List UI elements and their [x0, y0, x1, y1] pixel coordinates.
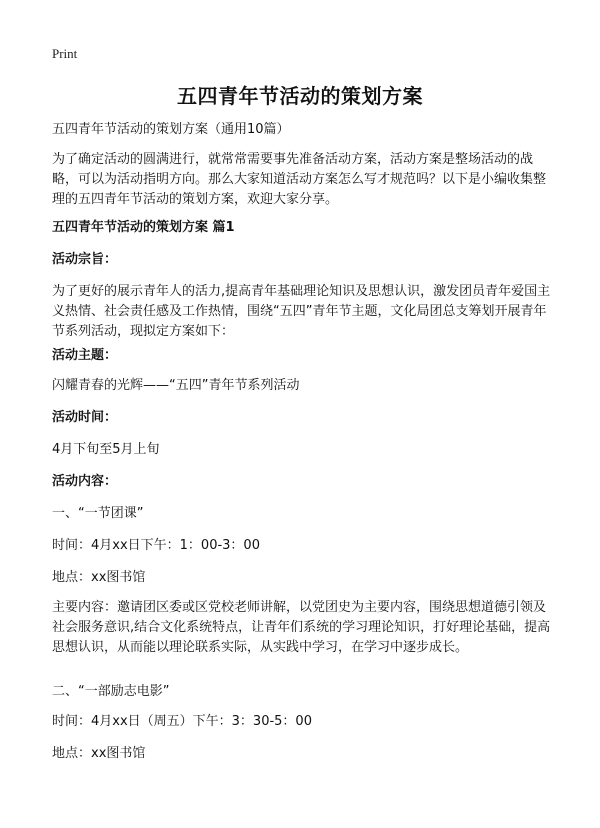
- theme-text: 闪耀青春的光辉——“五四”青年节系列活动: [52, 378, 300, 393]
- purpose-paragraph: 为了更好的展示青年人的活力,提高青年基础理论知识及思想认识，激发团员青年爱国主义热情、社会责任感及工作热情，围绕“五四”青年节主题，文化局团总支筹划开展青年节系列活动，现拟定方案如下：: [52, 284, 551, 339]
- page-title: 五四青年节活动的策划方案: [177, 84, 423, 108]
- item1-content: 主要内容：邀请团区委或区党校老师讲解，以党团史为主要内容，围绕思想道德引领及社会服务意识,结合文化系统特点，让青年们系统的学习理论知识，打好理论基础，提高思想认识，从而能以理论联系实际，从实践中学习，在学习中逐步成长。: [52, 600, 551, 655]
- purpose-heading: 活动宗旨：: [52, 252, 118, 267]
- theme-heading: 活动主题：: [52, 348, 118, 363]
- content-heading: 活动内容：: [52, 474, 118, 489]
- item1-time: 时间：4月xx日下午：1：00-3：00: [52, 538, 260, 553]
- item1-place: 地点：xx图书馆: [52, 570, 146, 585]
- item2-place: 地点：xx图书馆: [52, 746, 146, 761]
- item2-time: 时间：4月xx日（周五）下午：3：30-5：00: [52, 714, 312, 729]
- item1-title: 一、“一节团课”: [52, 506, 144, 521]
- print-link[interactable]: Print: [52, 46, 78, 61]
- subtitle: 五四青年节活动的策划方案（通用10篇）: [52, 122, 290, 137]
- section-heading: 五四青年节活动的策划方案 篇1: [52, 220, 235, 235]
- intro-paragraph: 为了确定活动的圆满进行，就常常需要事先准备活动方案，活动方案是整场活动的战略，可以为活动指明方向。那么大家知道活动方案怎么写才规范吗？以下是小编收集整理的五四青年节活动的策划方案，欢迎大家分享。: [52, 152, 547, 207]
- time-text: 4月下旬至5月上旬: [52, 442, 160, 457]
- item2-title: 二、“一部励志电影”: [52, 684, 170, 699]
- time-heading: 活动时间：: [52, 410, 118, 425]
